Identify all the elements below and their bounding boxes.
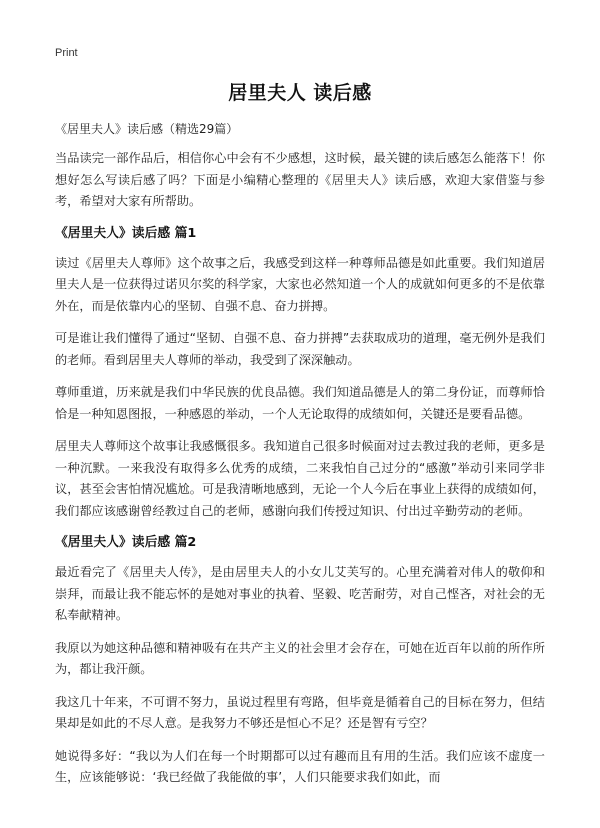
section-1 — [55, 224, 545, 523]
section-2 — [55, 533, 545, 789]
page-title: 居里夫人 读后感 — [228, 82, 372, 104]
print-link[interactable]: Print — [55, 47, 78, 59]
section-paragraph: 我这几十年来，不可谓不努力，虽说过程里有弯路，但毕竟是循着自己的目标在努力，但结果却是如此的不尽人意。是我努力不够还是恒心不足？还是智有亏空？ — [55, 694, 545, 730]
intro-paragraph: 当品读完一部作品后，相信你心中会有不少感想，这时候，最关键的读后感怎么能落下！你想好怎么写读后感了吗？下面是小编精心整理的《居里夫人》读后感，欢迎大家借鉴与参考，希望对大家有所帮助。 — [55, 151, 545, 208]
article-body — [55, 148, 545, 800]
section-paragraph: 她说得多好：“我以为人们在每一个时期都可以过有趣而且有用的生活。我们应该不虚度一生，应该能够说：‘我已经做了我能做的事’，人们只能要求我们如此，而 — [55, 748, 545, 784]
section-paragraph: 居里夫人尊师这个故事让我感慨很多。我知道自己很多时候面对过去教过我的老师，更多是一种沉默。一来我没有取得多么优秀的成绩，二来我怕自己过分的“感激”举动引来同学非议，甚至会害怕情况尴尬。可是我清晰地感到，无论一个人今后在事业上获得的成绩如何，我们都应该感谢曾经教过自己的老师，感谢向我们传授过知识、付出过辛勤劳动的老师。 — [55, 439, 545, 518]
section-paragraph: 读过《居里夫人尊师》这个故事之后，我感受到这样一种尊师品德是如此重要。我们知道居里夫人是一位获得过诺贝尔奖的科学家，大家也必然知道一个人的成就如何更多的不是依靠外在，而是依靠内心的坚韧、自强不息、奋力拼搏。 — [55, 255, 545, 313]
section-paragraph: 最近看完了《居里夫人传》，是由居里夫人的小女儿艾芙写的。心里充满着对伟人的敬仰和崇拜，而最让我不能忘怀的是她对事业的执着、坚毅、吃苦耐劳，对自己悭吝，对社会的无私奉献精神。 — [55, 565, 545, 622]
section-paragraph: 尊师重道，历来就是我们中华民族的优良品德。我们知道品德是人的第二身份证，而尊师恰恰是一种知恩图报，一种感恩的举动，一个人无论取得的成绩如何，关键还是要看品德。 — [55, 385, 545, 421]
article-subtitle: 《居里夫人》读后感（精选29篇） — [55, 122, 239, 136]
section-paragraph: 我原以为她这种品德和精神吸有在共产主义的社会里才会存在，可她在近百年以前的所作所为，都让我汗颜。 — [55, 640, 545, 676]
section-heading: 《居里夫人》读后感 篇1 — [55, 225, 197, 241]
section-heading: 《居里夫人》读后感 篇2 — [55, 535, 197, 550]
section-paragraph: 可是谁让我们懂得了通过“坚韧、自强不息、奋力拼搏”去获取成功的道理，毫无例外是我们的老师。看到居里夫人尊师的举动，我受到了深深触动。 — [55, 331, 545, 367]
